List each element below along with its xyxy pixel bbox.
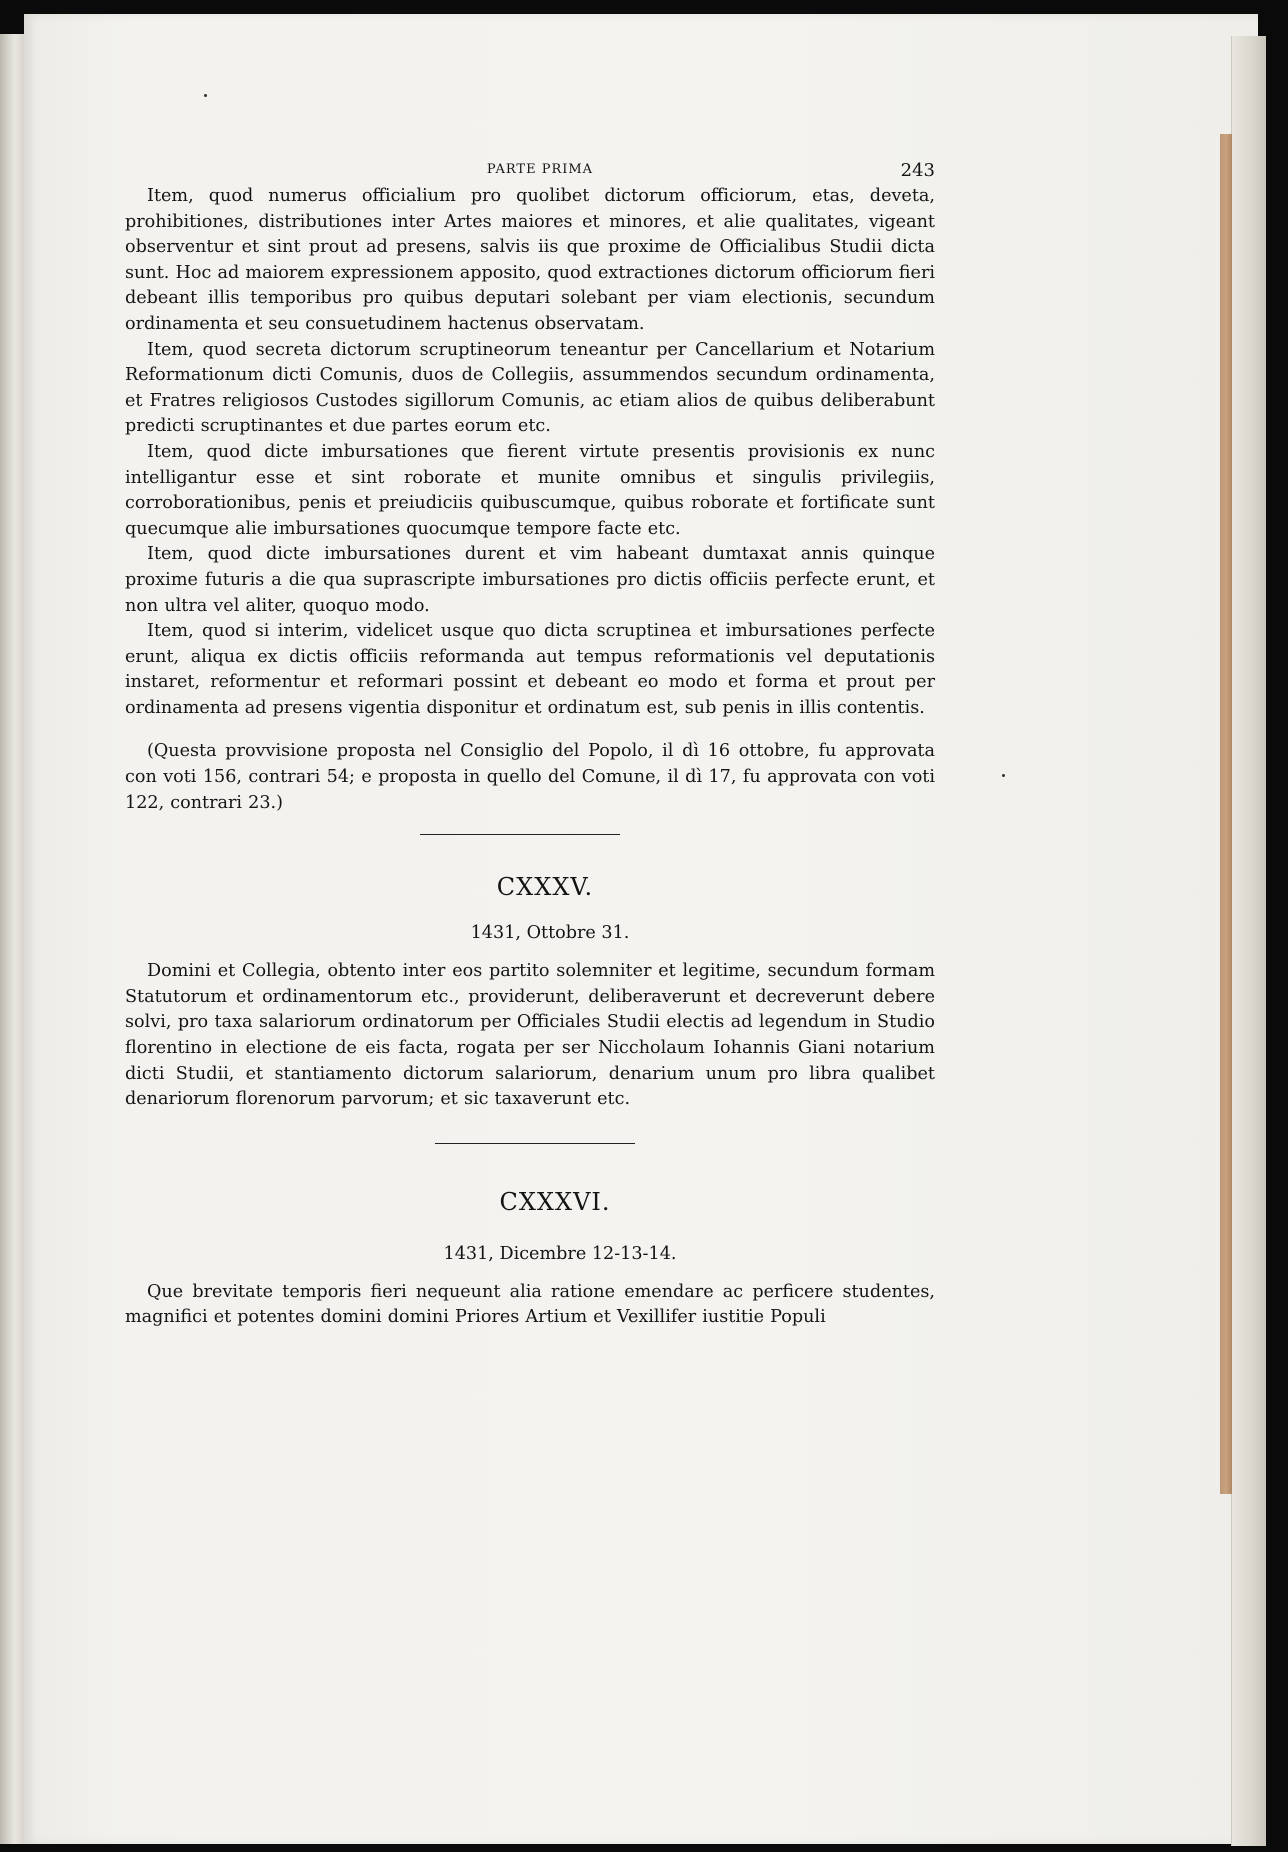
paragraph-durent: Item, quod dicte imbursationes durent et vim habeant dumtaxat annis quinque proxime futuris a die qua suprascripte imbursationes pro dictis officiis perfecte erunt, et non ultra vel aliter, quoquo modo. [125, 544, 935, 616]
paragraph-roborate: Item, quod dicte imbursationes que fierent virtute presentis provisionis ex nunc intelligantur esse et sint roborate et munite omnibus et singulis privilegiis, corroborationibus, penis et preiudiciis quibuscumque, quibus roborate et fortificate sunt quecumque alie imbursationes quocumque tempore facte etc. [125, 441, 935, 539]
left-page-edge [0, 34, 26, 1844]
section-divider [420, 834, 620, 835]
page-number: 243 [900, 160, 935, 181]
document-date-135: 1431, Ottobre 31. [470, 923, 630, 944]
right-paper-edge [1231, 36, 1266, 1846]
speck [1002, 774, 1005, 777]
editorial-note: (Questa provvisione proposta nel Consiglio del Popolo, il dì 16 ottobre, fu approvata con voti 156, contrari 54; e proposta in quello del Comune, il dì 17, fu approvata con voti 122, contrari 23.) [125, 741, 935, 813]
document-number-136: CXXXVI. [499, 1187, 611, 1216]
running-head: PARTE PRIMA [486, 162, 594, 177]
document-number-135: CXXXV. [496, 873, 594, 902]
page-content [125, 150, 935, 1331]
speck [204, 94, 207, 97]
cardboard-backing-strip [1220, 134, 1232, 1494]
section-divider [435, 1143, 635, 1144]
paragraph-numerus: Item, quod numerus officialium pro quolibet dictorum officiorum, etas, deveta, prohibitiones, distributiones inter Artes maiores et minores, et alie qualitates, vigeant observentur et sint prout ad presens, salvis iis que proxime de Officialibus Studii dicta sunt. Hoc ad maiorem expressionem apposito, quod extractiones dictorum officiorum fieri debeant illis temporibus pro quibus deputari solebant per viam electionis, secundum ordinamenta et seu consuetudinem hactenus observatam. [125, 186, 935, 334]
document-text-136: Que brevitate temporis fieri nequeunt alia ratione emendare ac perficere studentes, magnifici et potentes domini domini Priores Artium et Vexillifer iustitie Populi [125, 1281, 935, 1328]
paragraph-interim: Item, quod si interim, videlicet usque quo dicta scruptinea et imbursationes perfecte erunt, aliqua ex dictis officiis reformanda aut tempus reformationis vel deputationis instaret, reformentur et reformari possint et debeant eo modo et forma et prout per ordinamenta ad presens vigentia disponitur et ordinatum est, sub penis in illis contentis. [125, 621, 935, 718]
document-text-135: Domini et Collegia, obtento inter eos partito solemniter et legitime, secundum formam Statutorum et ordinamentorum etc., providerunt, deliberaverunt et decreverunt debere solvi, pro taxa salariorum ordinatorum per Officiales Studii electis ad legendum in Studio florentino in electione de eis facta, rogata per ser Niccholaum Iohannis Giani notarium dicti Studii, et stantiamento dictorum salariorum, denarium unum pro libra qualibet denariorum florenorum parvorum; et sic taxaverunt etc. [125, 961, 935, 1110]
page-header [125, 150, 935, 184]
paragraph-secreta: Item, quod secreta dictorum scruptineorum teneantur per Cancellarium et Notarium Reformationum dicti Comunis, duos de Collegiis, assummendos secundum ordinamenta, et Fratres religiosos Custodes sigillorum Comunis, ac etiam alios de quibus deliberabunt predicti scruptinantes et due partes eorum etc. [125, 339, 935, 437]
document-date-136: 1431, Dicembre 12-13-14. [443, 1243, 677, 1264]
